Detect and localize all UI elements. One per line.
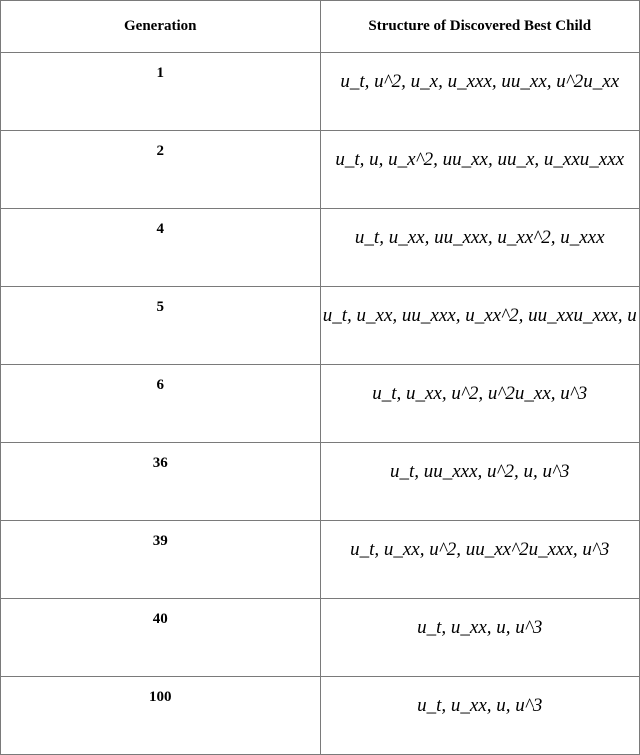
structure-expression: u_t, u_xx, u, u^3 [417, 695, 543, 716]
structure-expression: u_t, u, u_x^2, uu_xx, uu_x, u_xxu_xxx [335, 149, 625, 170]
table-row [1, 365, 640, 443]
generation-cell: 1 [1, 53, 321, 131]
structure-expression: u_t, u_xx, u, u^3 [417, 617, 543, 638]
structure-expression: u_t, u_xx, uu_xxx, u_xx^2, uu_xxu_xxx, u [322, 305, 637, 326]
generation-cell: 100 [1, 677, 321, 755]
structure-expression: u_t, u^2, u_x, u_xxx, uu_xx, u^2u_xx [340, 71, 620, 92]
header-row [1, 1, 640, 53]
generation-cell: 4 [1, 209, 321, 287]
generation-cell: 40 [1, 599, 321, 677]
structure-cell [320, 287, 640, 365]
structure-expression: u_t, u_xx, u^2, uu_xx^2u_xxx, u^3 [350, 539, 610, 560]
generation-cell: 2 [1, 131, 321, 209]
table-row [1, 287, 640, 365]
structure-cell [320, 677, 640, 755]
structure-expression: u_t, uu_xxx, u^2, u, u^3 [389, 461, 570, 482]
structure-cell [320, 443, 640, 521]
structure-cell [320, 209, 640, 287]
generation-cell: 6 [1, 365, 321, 443]
table-row [1, 521, 640, 599]
header-generation: Generation [1, 1, 321, 53]
table-row [1, 599, 640, 677]
structure-cell [320, 365, 640, 443]
header-structure: Structure of Discovered Best Child [320, 1, 640, 53]
structure-cell [320, 599, 640, 677]
table-row [1, 131, 640, 209]
structure-cell [320, 131, 640, 209]
generation-cell: 39 [1, 521, 321, 599]
structure-cell [320, 53, 640, 131]
table-row [1, 443, 640, 521]
generation-cell: 5 [1, 287, 321, 365]
table-row [1, 209, 640, 287]
generation-cell: 36 [1, 443, 321, 521]
structure-cell [320, 521, 640, 599]
table-row [1, 677, 640, 755]
structure-expression: u_t, u_xx, u^2, u^2u_xx, u^3 [372, 383, 588, 404]
table-row [1, 53, 640, 131]
structure-expression: u_t, u_xx, uu_xxx, u_xx^2, u_xxx [354, 227, 605, 248]
